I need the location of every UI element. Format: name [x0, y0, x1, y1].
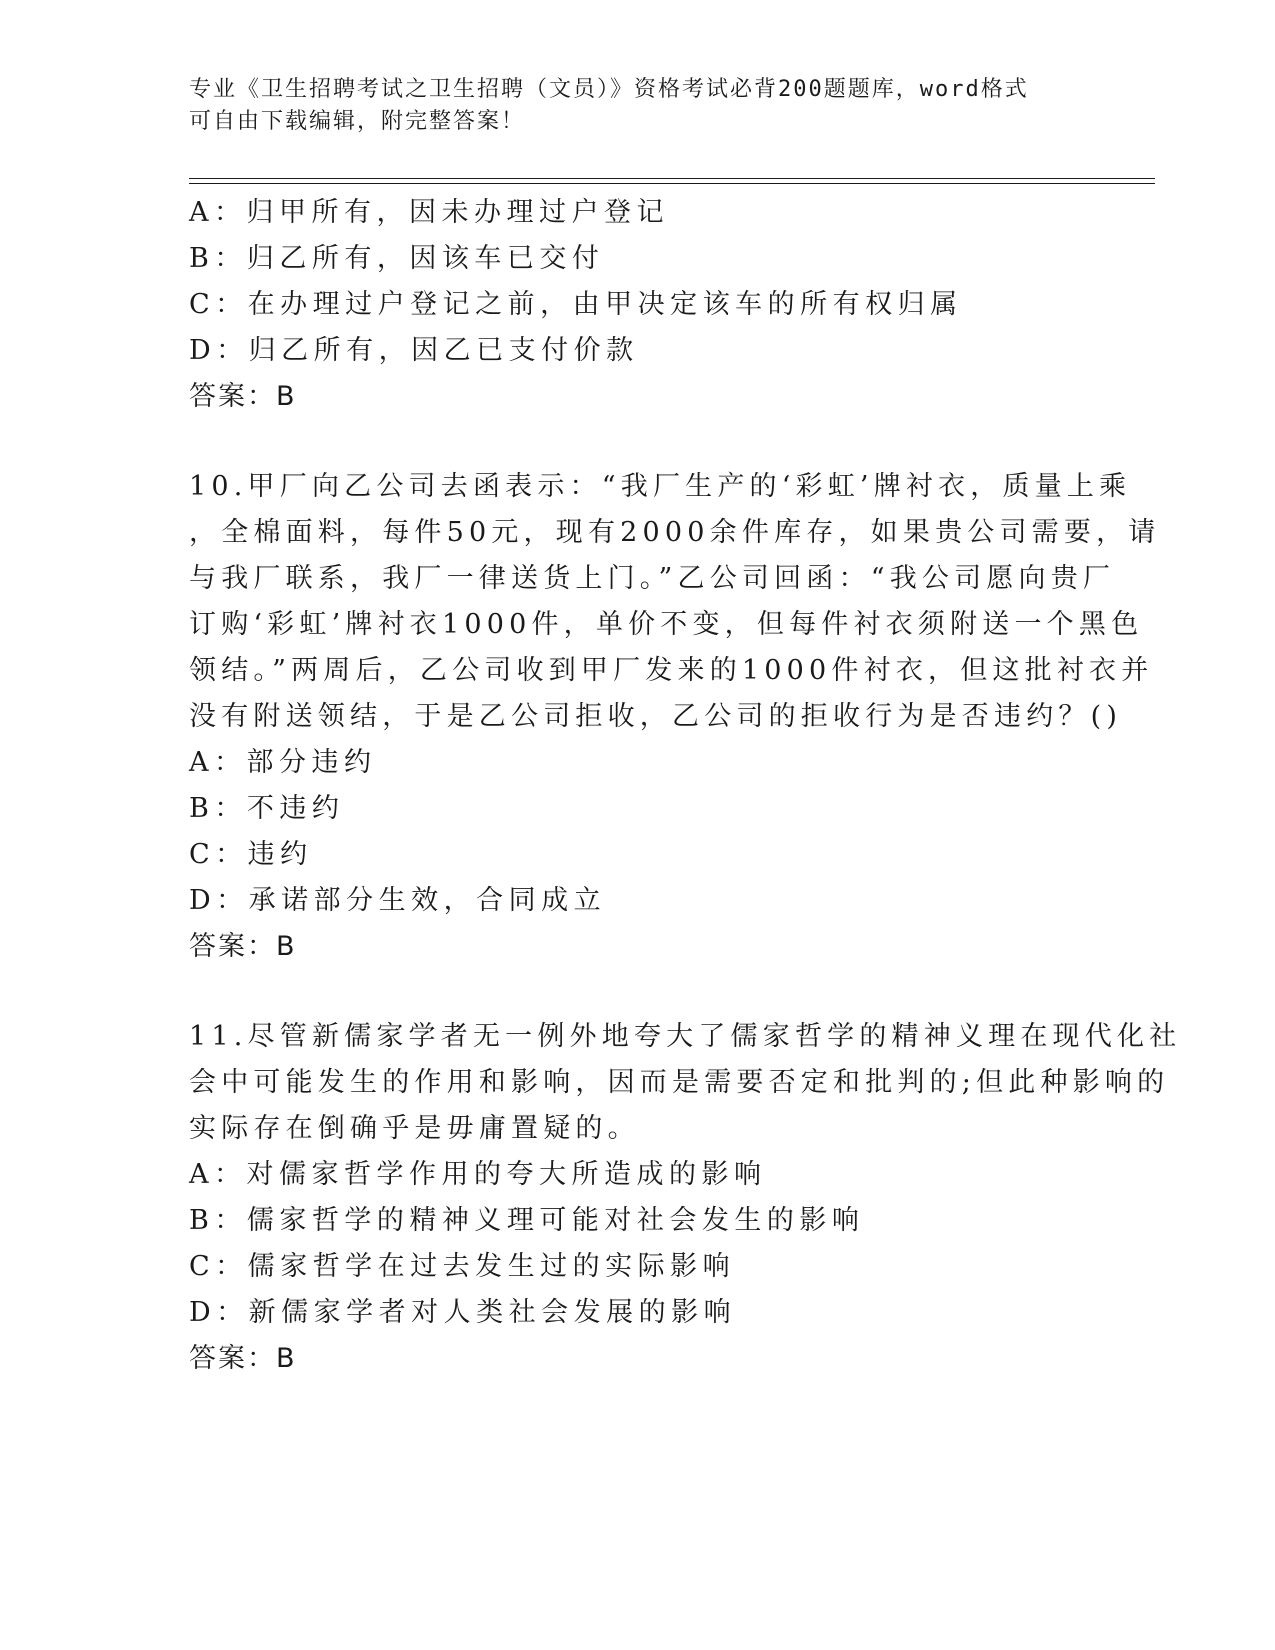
- option-c: C：在办理过户登记之前，由甲决定该车的所有权归属: [189, 289, 963, 320]
- question-10-block: [189, 464, 1161, 970]
- option-a: A：部分违约: [189, 747, 377, 778]
- option-b: B：归乙所有，因该车已交付: [189, 243, 605, 274]
- question-text-line: 11.尽管新儒家学者无一例外地夸大了儒家哲学的精神义理在现代化社: [189, 1021, 1182, 1052]
- option-a: A：对儒家哲学作用的夸大所造成的影响: [189, 1159, 767, 1190]
- header-line-2: 可自由下载编辑，附完整答案！: [189, 109, 526, 134]
- option-d: D：承诺部分生效，合同成立: [189, 885, 607, 916]
- header-line-1: 专业《卫生招聘考试之卫生招聘（文员）》资格考试必背200题题库，word格式: [189, 77, 1029, 102]
- question-text-line: ，全棉面料，每件50元，现有2000余件库存，如果贵公司需要，请: [189, 517, 1161, 548]
- option-d: D：归乙所有，因乙已支付价款: [189, 335, 639, 366]
- question-text-line: 实际存在倒确乎是毋庸置疑的。: [189, 1113, 640, 1144]
- document-body: [189, 190, 1182, 1382]
- header-divider-top: [189, 178, 1155, 179]
- question-11-block: [189, 1014, 1182, 1382]
- question-text-line: 与我厂联系，我厂一律送货上门。”乙公司回函：“我公司愿向贵厂: [189, 563, 1116, 594]
- question-text-line: 没有附送领结，于是乙公司拒收，乙公司的拒收行为是否违约？(): [189, 701, 1123, 732]
- question-text-line: 领结。”两周后，乙公司收到甲厂发来的1000件衬衣，但这批衬衣并: [189, 655, 1154, 686]
- question-text-line: 订购‘彩虹’牌衬衣1000件，单价不变，但每件衬衣须附送一个黑色: [189, 609, 1144, 640]
- document-header: [189, 74, 1069, 138]
- option-c: C：儒家哲学在过去发生过的实际影响: [189, 1251, 736, 1282]
- option-d: D：新儒家学者对人类社会发展的影响: [189, 1297, 737, 1328]
- answer: 答案：B: [189, 931, 297, 962]
- question-9-block: [189, 190, 1089, 420]
- question-text-line: 10.甲厂向乙公司去函表示：“我厂生产的‘彩虹’牌衬衣，质量上乘: [189, 471, 1132, 502]
- option-c: C：违约: [189, 839, 313, 870]
- option-b: B：不违约: [189, 793, 345, 824]
- option-a: A：归甲所有，因未办理过户登记: [189, 197, 669, 228]
- header-divider-bottom: [189, 183, 1155, 184]
- question-text-line: 会中可能发生的作用和影响，因而是需要否定和批判的;但此种影响的: [189, 1067, 1170, 1098]
- answer: 答案：B: [189, 381, 297, 412]
- option-b: B：儒家哲学的精神义理可能对社会发生的影响: [189, 1205, 865, 1236]
- answer: 答案：B: [189, 1343, 297, 1374]
